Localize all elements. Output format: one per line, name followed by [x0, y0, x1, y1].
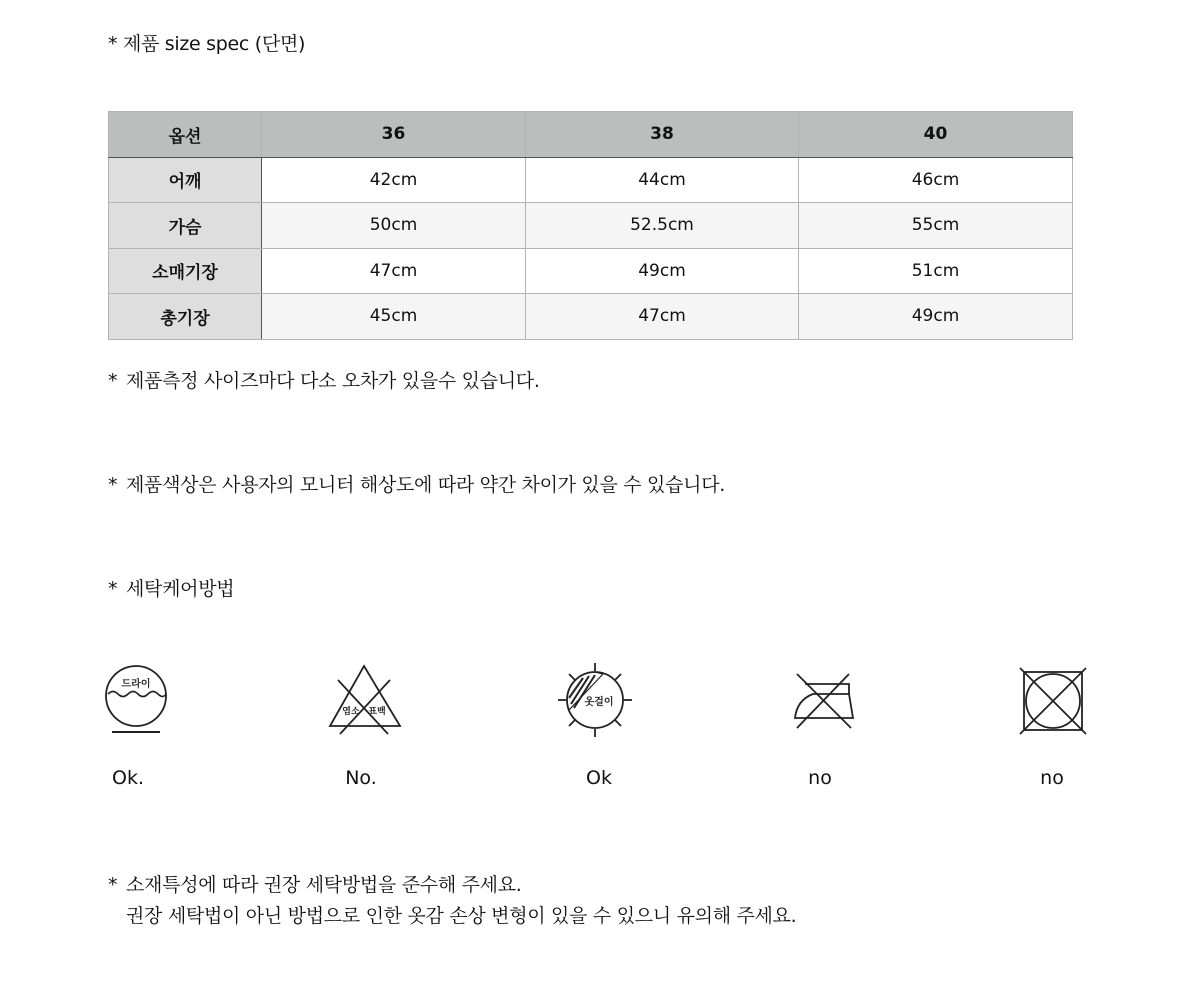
note-bullet: *	[108, 370, 118, 392]
header-size-36: 36	[262, 112, 526, 158]
note-bullet: *	[108, 874, 118, 896]
table-cell: 47cm	[526, 294, 799, 340]
care-title	[108, 574, 234, 601]
no-tumble-dry-caption: no	[1040, 767, 1064, 789]
color-note-text: 제품색상은 사용자의 모니터 해상도에 따라 약간 차이가 있을 수 있습니다.	[126, 474, 726, 496]
table-row	[109, 294, 1073, 340]
color-note	[108, 470, 725, 497]
table-row	[109, 157, 1073, 203]
table-cell: 49cm	[526, 248, 799, 294]
care-note-line1	[108, 870, 796, 901]
hang-dry-caption: Ok	[586, 767, 612, 789]
measurement-note	[108, 366, 540, 393]
header-option: 옵션	[109, 112, 262, 158]
note-bullet: *	[108, 474, 118, 496]
table-cell: 55cm	[799, 203, 1073, 249]
table-cell: 46cm	[799, 157, 1073, 203]
table-cell: 52.5cm	[526, 203, 799, 249]
header-size-40: 40	[799, 112, 1073, 158]
measurement-note-text: 제품측정 사이즈마다 다소 오차가 있을수 있습니다.	[126, 370, 540, 392]
no-bleach-caption: No.	[345, 767, 377, 789]
note-bullet: *	[108, 578, 118, 600]
row-label: 어깨	[109, 157, 262, 203]
care-note-line2: 권장 세탁법이 아닌 방법으로 인한 옷감 손상 변형이 있을 수 있으니 유의해 주세요.	[126, 905, 797, 927]
size-spec-heading: * 제품 size spec (단면)	[108, 33, 306, 55]
table-cell: 50cm	[262, 203, 526, 249]
table-cell: 44cm	[526, 157, 799, 203]
care-instruction-note	[108, 870, 796, 932]
no-tumble-dry-icon	[1012, 660, 1092, 740]
table-header-row	[109, 112, 1073, 158]
row-label: 소매기장	[109, 248, 262, 294]
row-label: 가슴	[109, 203, 262, 249]
care-note-line1-text: 소재특성에 따라 권장 세탁방법을 준수해 주세요.	[126, 874, 522, 896]
dry-clean-icon	[96, 660, 176, 740]
table-cell: 42cm	[262, 157, 526, 203]
hang-dry-shade-icon	[555, 660, 635, 740]
table-cell: 45cm	[262, 294, 526, 340]
care-title-text: 세탁케어방법	[126, 578, 235, 600]
dry-clean-label: 드라이	[121, 679, 151, 690]
table-row	[109, 203, 1073, 249]
table-row	[109, 248, 1073, 294]
row-label: 총기장	[109, 294, 262, 340]
table-cell: 47cm	[262, 248, 526, 294]
no-iron-caption: no	[808, 767, 832, 789]
table-cell: 51cm	[799, 248, 1073, 294]
no-bleach-icon	[324, 660, 404, 740]
table-cell: 49cm	[799, 294, 1073, 340]
no-bleach-label-right: 표백	[368, 707, 386, 717]
dry-clean-caption: Ok.	[112, 767, 144, 789]
hang-dry-label: 옷걸이	[584, 697, 614, 708]
header-size-38: 38	[526, 112, 799, 158]
size-spec-table	[108, 111, 1073, 340]
no-bleach-label-left: 염소	[342, 707, 360, 717]
no-iron-icon	[783, 660, 863, 740]
